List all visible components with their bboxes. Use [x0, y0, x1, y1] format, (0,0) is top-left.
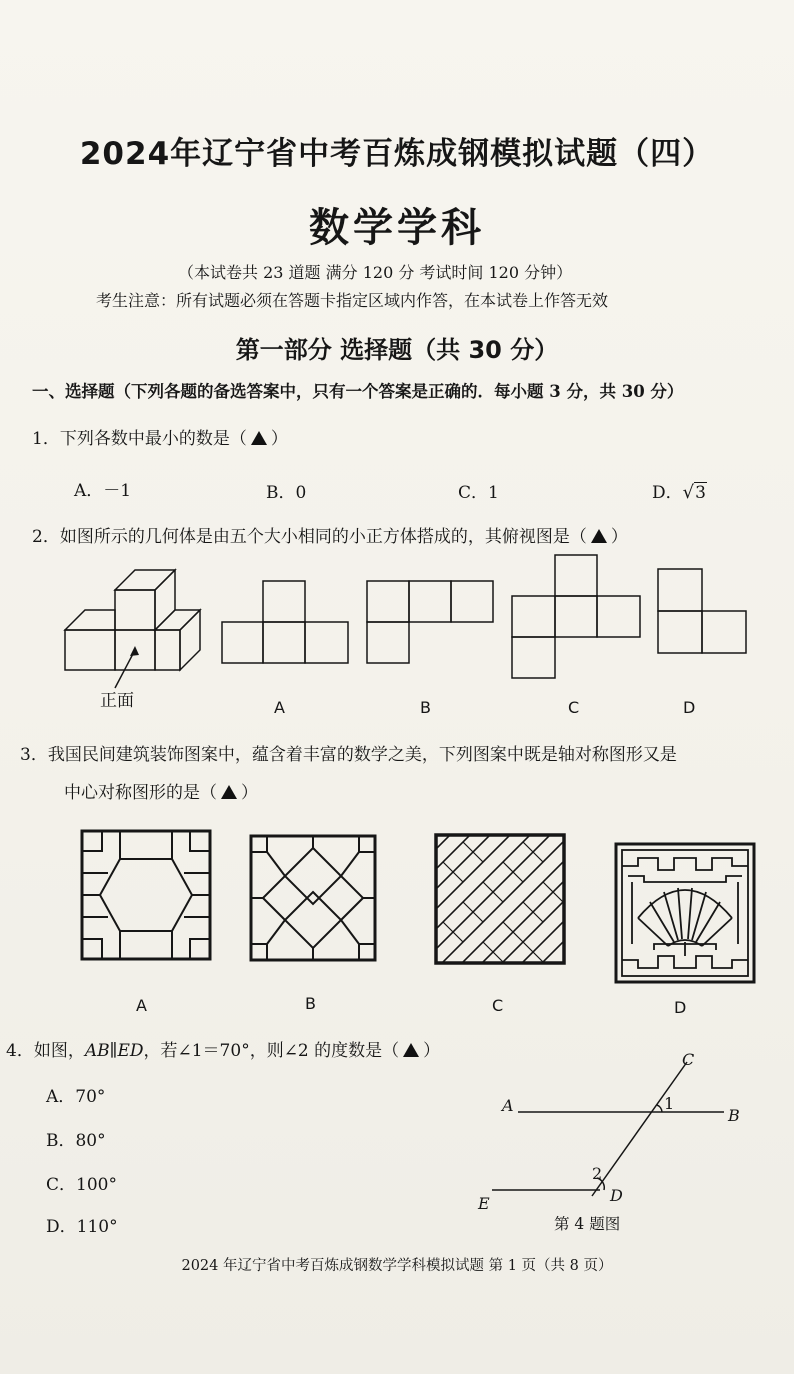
q3-pattern-a-figure	[80, 829, 212, 961]
exam-info: （本试卷共 23 道题 满分 120 分 考试时间 120 分钟）	[178, 263, 573, 282]
question-3-text: 中心对称图形的是（	[64, 783, 217, 803]
part-heading: 第一部分 选择题（共 30 分）	[235, 336, 559, 364]
question-3-close: ）	[241, 783, 258, 803]
sqrt-icon: √	[682, 482, 695, 503]
q3-option-b-label: B	[305, 994, 316, 1013]
question-4-stem	[6, 1036, 440, 1061]
question-2-close: ）	[610, 527, 628, 547]
question-4-option-a: A．70°	[46, 1087, 106, 1107]
answer-triangle-icon	[221, 785, 237, 799]
question-2-text: 2．如图所示的几何体是由五个大小相同的小正方体搭成的，其俯视图是（	[32, 527, 587, 547]
q3-pattern-c-figure	[433, 832, 567, 966]
q2-option-c-label: C	[568, 698, 580, 717]
answer-triangle-icon	[591, 529, 607, 543]
q3-option-a-label: A	[136, 996, 147, 1015]
question-1-close: ）	[270, 429, 288, 449]
sqrt-value: 3	[695, 483, 706, 503]
q4-point-d: D	[610, 1186, 623, 1205]
q2-option-a-label: A	[274, 698, 285, 717]
question-4-text: ，若∠1＝70°，则∠2 的度数是（	[143, 1041, 400, 1061]
q4-angle-1-label: 1	[664, 1094, 675, 1113]
question-1-stem	[32, 424, 288, 449]
question-1-option-d	[652, 478, 707, 503]
q2-option-b-figure	[366, 580, 494, 664]
q4-point-c: C	[682, 1050, 695, 1069]
exam-title: 2024年辽宁省中考百炼成钢模拟试题（四）	[79, 136, 715, 172]
question-1-option-d-label: D．	[652, 483, 683, 503]
question-1-option-c: C．1	[458, 483, 499, 503]
q3-option-c-label: C	[492, 996, 504, 1015]
q3-pattern-b-figure	[249, 834, 377, 962]
q4-angle-2-label: 2	[592, 1164, 603, 1183]
section-heading: 一、选择题（下列各题的备选答案中，只有一个答案是正确的．每小题 3 分，共 30 分）	[32, 382, 684, 401]
q4-point-a: A	[502, 1096, 514, 1115]
question-4-condition: AB∥ED	[84, 1041, 144, 1061]
subject-title: 数学学科	[309, 205, 485, 251]
q4-figure-caption: 第 4 题图	[554, 1215, 621, 1233]
question-4-close: ）	[423, 1041, 441, 1061]
question-4-prefix: 4．如图，	[6, 1041, 85, 1061]
question-3-stem-line2	[64, 778, 258, 803]
q4-point-b: B	[728, 1106, 740, 1125]
page-footer: 2024 年辽宁省中考百炼成钢数学学科模拟试题 第 1 页（共 8 页）	[181, 1258, 613, 1274]
question-3-stem-line1: 3．我国民间建筑装饰图案中，蕴含着丰富的数学之美，下列图案中既是轴对称图形又是	[20, 745, 677, 765]
q2-option-d-label: D	[683, 698, 696, 717]
answer-triangle-icon	[251, 431, 267, 445]
q3-pattern-d-figure	[614, 842, 756, 984]
answer-triangle-icon	[403, 1043, 419, 1057]
question-1-option-a: A．－1	[74, 481, 132, 501]
question-2-stem	[32, 522, 628, 547]
question-1-text: 1．下列各数中最小的数是（	[32, 429, 247, 449]
question-4-option-c: C．100°	[46, 1175, 117, 1195]
q4-point-e: E	[478, 1194, 490, 1213]
exam-notice: 考生注意：所有试题必须在答题卡指定区域内作答，在本试卷上作答无效	[96, 291, 609, 310]
cube-solid-figure	[60, 560, 210, 700]
q2-option-b-label: B	[420, 698, 431, 717]
q3-option-d-label: D	[674, 998, 687, 1017]
front-label: 正面	[100, 691, 134, 711]
q2-option-a-figure	[221, 580, 349, 664]
q2-option-c-figure	[511, 554, 641, 679]
q2-option-d-figure	[657, 568, 747, 654]
question-1-option-b: B．0	[266, 483, 307, 503]
question-4-option-b: B．80°	[46, 1131, 106, 1151]
question-4-option-d: D．110°	[46, 1217, 118, 1237]
